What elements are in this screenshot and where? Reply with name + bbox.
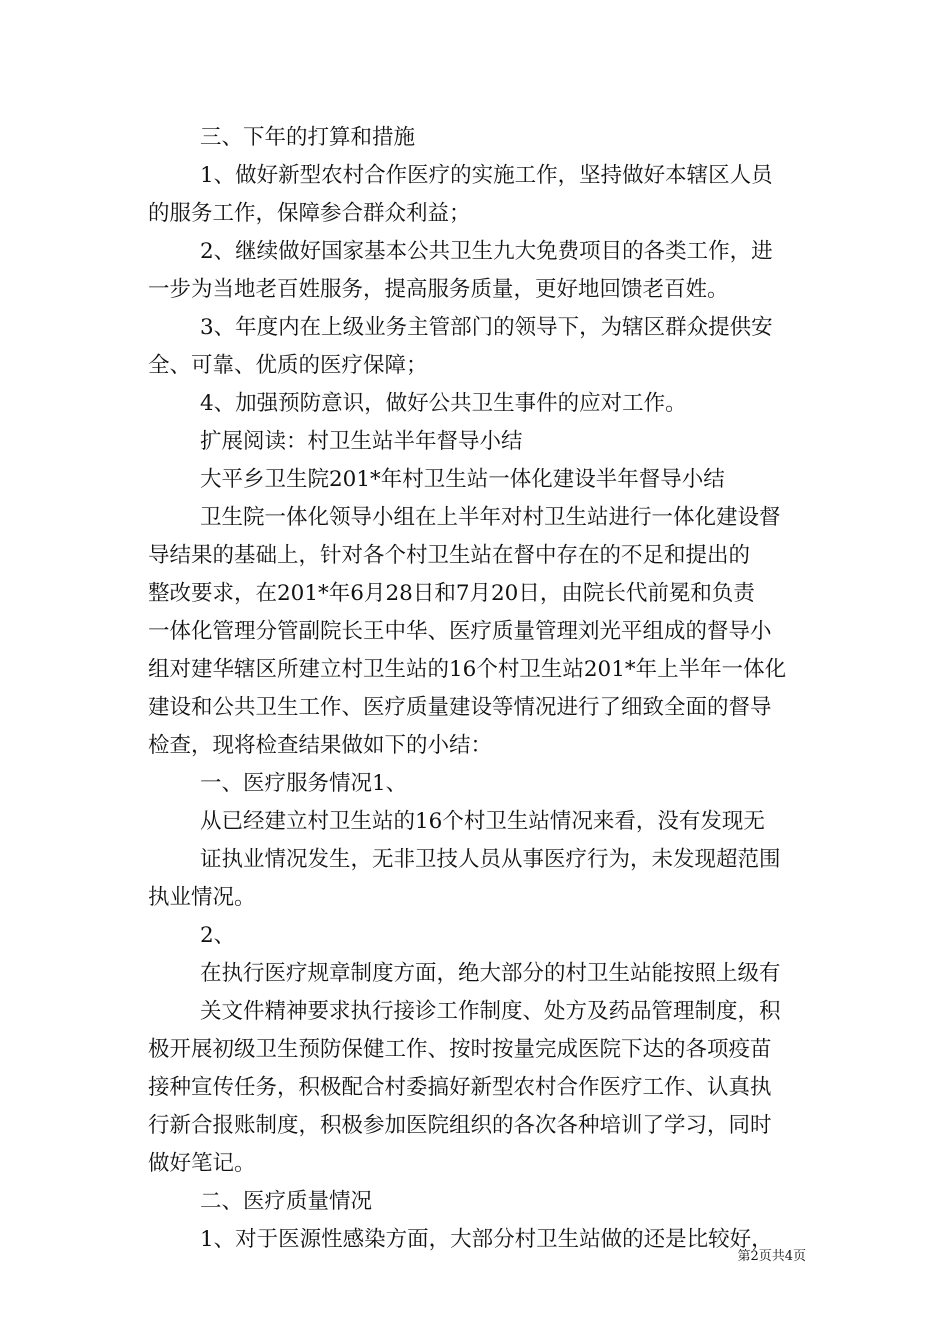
text-line: 4、加强预防意识，做好公共卫生事件的应对工作。 bbox=[200, 391, 687, 416]
text-line: 1、对于医源性感染方面，大部分村卫生站做的还是比较好， bbox=[200, 1227, 773, 1252]
text-line: 组对建华辖区所建立村卫生站的16个村卫生站201*年上半年一体化 bbox=[148, 657, 787, 682]
text-line: 整改要求，在201*年6月28日和7月20日，由院长代前冕和负责 bbox=[148, 581, 755, 606]
text-line: 证执业情况发生，无非卫技人员从事医疗行为，未发现超范围 bbox=[200, 847, 781, 872]
extended-reading-heading: 扩展阅读：村卫生站半年督导小结 bbox=[200, 429, 523, 454]
text-line: 从已经建立村卫生站的16个村卫生站情况来看，没有发现无 bbox=[200, 809, 765, 834]
text-line: 一步为当地老百姓服务，提高服务质量，更好地回馈老百姓。 bbox=[148, 277, 729, 302]
section-heading: 二、医疗质量情况 bbox=[200, 1189, 373, 1214]
text-line: 导结果的基础上，针对各个村卫生站在督中存在的不足和提出的 bbox=[148, 543, 751, 568]
report-title: 大平乡卫生院201*年村卫生站一体化建设半年督导小结 bbox=[200, 467, 725, 492]
text-line: 做好笔记。 bbox=[148, 1151, 256, 1176]
text-line: 行新合报账制度，积极参加医院组织的各次各种培训了学习，同时 bbox=[148, 1113, 772, 1138]
text-line: 卫生院一体化领导小组在上半年对村卫生站进行一体化建设督 bbox=[200, 505, 781, 530]
text-line: 极开展初级卫生预防保健工作、按时按量完成医院下达的各项疫苗 bbox=[148, 1037, 772, 1062]
section-heading: 一、医疗服务情况1、 bbox=[200, 771, 408, 796]
text-line: 接种宣传任务，积极配合村委搞好新型农村合作医疗工作、认真执 bbox=[148, 1075, 772, 1100]
text-line: 关文件精神要求执行接诊工作制度、处方及药品管理制度，积 bbox=[200, 999, 781, 1024]
section-heading: 三、下年的打算和措施 bbox=[200, 125, 416, 150]
text-line: 1、做好新型农村合作医疗的实施工作，坚持做好本辖区人员 bbox=[200, 163, 773, 188]
text-line: 检查，现将检查结果做如下的小结： bbox=[148, 733, 493, 758]
text-line: 执业情况。 bbox=[148, 885, 256, 910]
text-line: 2、继续做好国家基本公共卫生九大免费项目的各类工作，进 bbox=[200, 239, 773, 264]
text-line: 3、年度内在上级业务主管部门的领导下，为辖区群众提供安 bbox=[200, 315, 773, 340]
text-line: 一体化管理分管副院长王中华、医疗质量管理刘光平组成的督导小 bbox=[148, 619, 772, 644]
text-line: 在执行医疗规章制度方面，绝大部分的村卫生站能按照上级有 bbox=[200, 961, 781, 986]
text-line: 的服务工作，保障参合群众利益； bbox=[148, 201, 471, 226]
text-line: 建设和公共卫生工作、医疗质量建设等情况进行了细致全面的督导 bbox=[148, 695, 772, 720]
text-line: 2、 bbox=[200, 923, 236, 948]
page-number: 第2页共4页 bbox=[737, 1249, 806, 1264]
text-line: 全、可靠、优质的医疗保障； bbox=[148, 353, 428, 378]
